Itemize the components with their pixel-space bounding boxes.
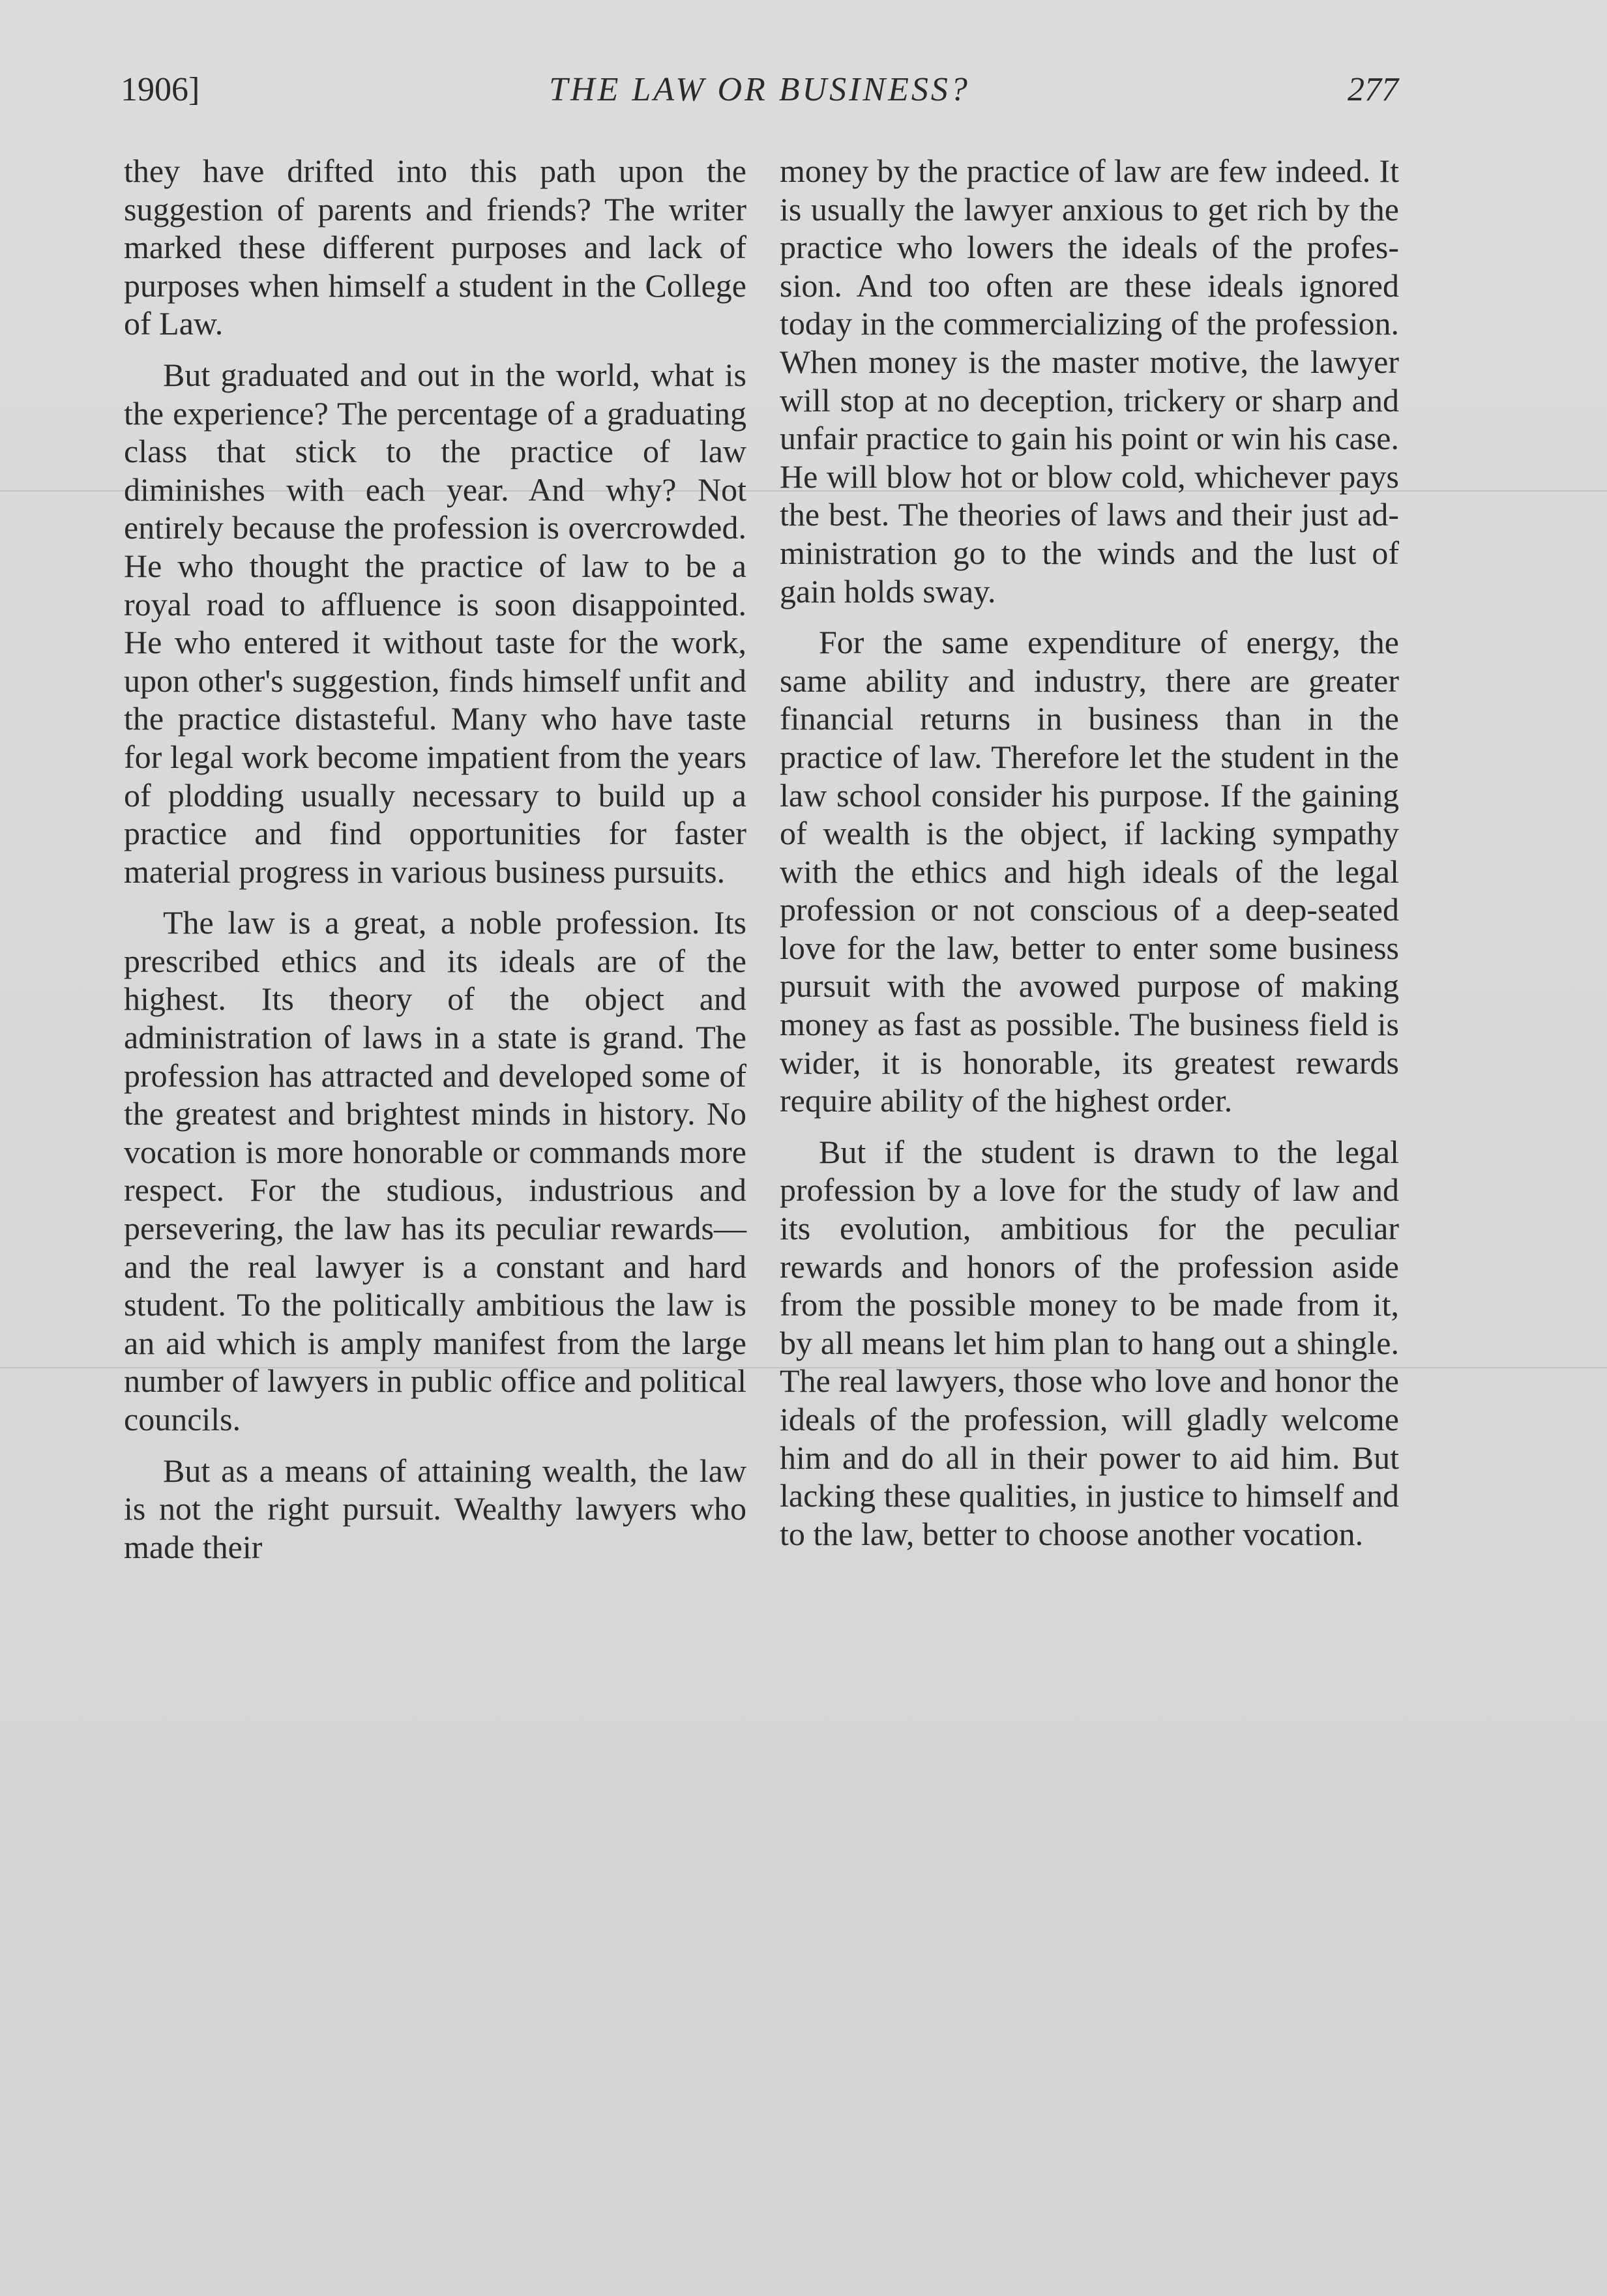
running-head — [121, 64, 1398, 116]
paragraph: But as a means of attaining wealth, the law is not the right pursuit. Wealthy lawyers who made their — [124, 1452, 746, 1565]
left-column — [124, 152, 746, 1579]
paragraph: But if the student is drawn to the legal profession by a love for the study of law and its evolution, ambitious for the peculiar rewards and honors of the profession aside from the possible money to be made from it, by all means let him plan to hang out a shingle. The real lawyers, those who love and honor the ideals of the profession, will gladly welcome him and do all in their power to aid him. But lacking these qualities, in justice to himself and to the law, better to choose another vocation. — [780, 1133, 1399, 1552]
right-column — [780, 152, 1399, 1566]
paragraph: money by the practice of law are few indeed. It is usually the lawyer anxious to get rich by the practice who lowers the ideals of the profession. And too often are these ideals ignored today in the commercializing of the profession. When money is the master motive, the lawyer will stop at no deception, trickery or sharp and unfair practice to gain his point or win his case. He will blow hot or blow cold, whichever pays the best. The theories of laws and their just administration go to the winds and the lust of gain holds sway. — [780, 153, 1399, 610]
header-title: THE LAW OR BUSINESS? — [549, 71, 970, 108]
paragraph: they have drifted into this path upon the suggestion of parents and friends? The writer marked these different purposes and lack of purposes when himself a student in the College of Law. — [124, 153, 746, 342]
paragraph: The law is a great, a noble profession. Its prescribed ethics and its ideals are of the highest. Its theory of the object and administration of laws in a state is grand. The profession has attracted and developed some of the greatest and brightest minds in history. No vocation is more honorable or commands more respect. For the studious, industrious and persevering, the law has its peculiar rewards—and the real lawyer is a constant and hard student. To the politically ambitious the law is an aid which is amply manifest from the large number of lawyers in public office and political councils. — [124, 904, 746, 1437]
page-number: 277 — [1348, 71, 1398, 108]
paragraph: But graduated and out in the world, what is the experience? The percentage of a graduating class that stick to the practice of law diminishes with each year. And why? Not entirely because the profession is overcrowded. He who thought the practice of law to be a royal road to affluence is soon disappointed. He who entered it without taste for the work, upon other's suggestion, finds himself unfit and the practice distasteful. Many who have taste for legal work become impatient from the years of plodding usually necessary to build up a practice and find opportunities for faster material progress in various business pursuits. — [124, 356, 746, 890]
paragraph: For the same expenditure of energy, the same ability and industry, there are greater financial returns in business than in the practice of law. Therefore let the student in the law school consider his purpose. If the gaining of wealth is the object, if lacking sympathy with the ethics and high ideals of the legal profession or not conscious of a deep-seated love for the law, better to enter some business pursuit with the avowed purpose of making money as fast as possible. The business field is wider, it is honorable, its greatest rewards require ability of the highest order. — [780, 624, 1399, 1119]
header-year: 1906] — [121, 71, 200, 108]
